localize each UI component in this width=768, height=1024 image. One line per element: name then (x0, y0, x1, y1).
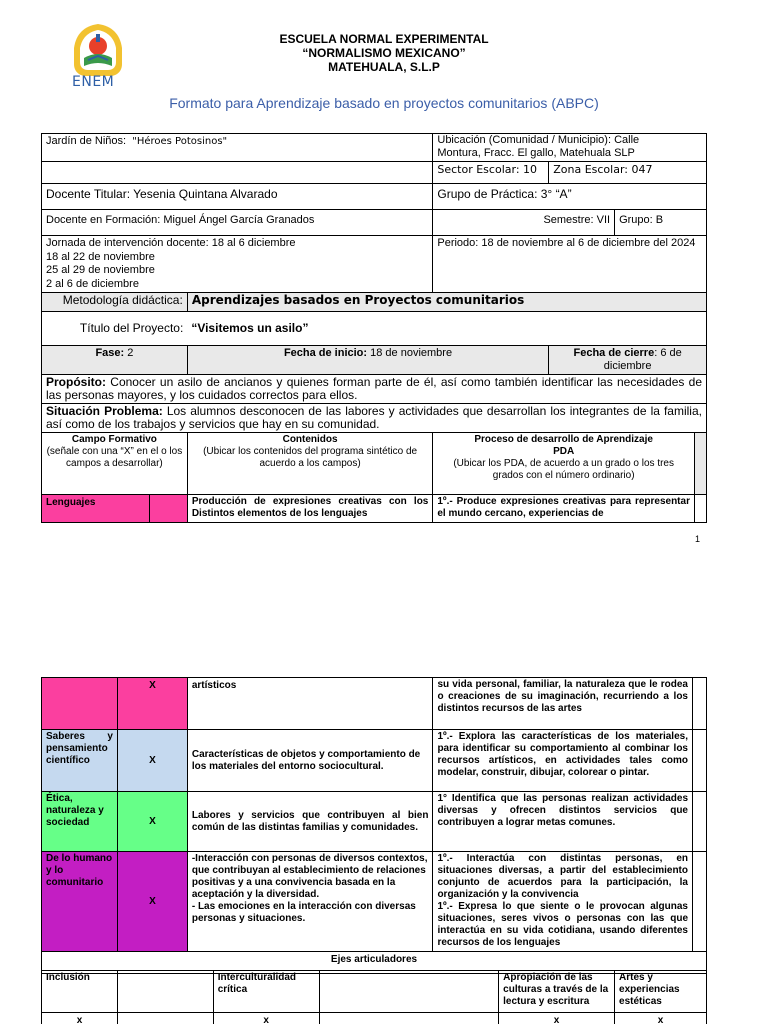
fase-cell: Fase: 2 (42, 346, 188, 375)
jardin-cell: Jardín de Niños: "Héroes Potosinos" (42, 134, 433, 162)
campos-table (41, 677, 707, 974)
pda-header: Proceso de desarrollo de Aprendizaje PDA (Ubicar los PDA, de acuerdo a un grado o los tres grados con el número ordinario) (433, 433, 695, 495)
humano-x: X (117, 852, 187, 952)
document-subtitle: Formato para Aprendizaje basado en proyectos comunitarios (ABPC) (169, 95, 599, 111)
lenguajes-mark-cell (149, 495, 187, 523)
etica-campo: Ética, naturaleza y sociedad (42, 792, 118, 852)
situacion-cell: Situación Problema: Los alumnos desconocen de las labores y actividades que desarrollan los integrantes de la familia, así como de los trabajos y servicios que hay en su comunidad. (42, 404, 707, 433)
grupo-practica-cell: Grupo de Práctica: 3° “A” (433, 184, 707, 210)
ubicacion-cell: Ubicación (Comunidad / Municipio): Calle Montura, Fracc. El gallo, Matehuala SLP (433, 134, 707, 162)
etica-pda: 1° Identifica que las personas realizan actividades diversas y ofrecen distintos servicios que contribuyen a lograr metas comunes. (433, 792, 693, 852)
info-table (41, 133, 707, 523)
periodo-cell: Periodo: 18 de noviembre al 6 de diciembre del 2024 (433, 236, 707, 293)
docente-titular-cell: Docente Titular: Yesenia Quintana Alvarado (42, 184, 433, 210)
jornada-cell: Jornada de intervención docente: 18 al 6 diciembre 18 al 22 de noviembre 25 al 29 de noviembre 2 al 6 de diciembre (42, 236, 433, 293)
proposito-cell: Propósito: Conocer un asilo de ancianos y quienes forman parte de él, así como también identificar las necesidades de las personas mayores, y los cuidados correctos para ellos. (42, 375, 707, 404)
school-motto: “NORMALISMO MEXICANO” (302, 46, 466, 60)
eje-interculturalidad: Interculturalidad crítica (213, 971, 319, 1013)
eje-mark-empty-2 (319, 1013, 499, 1024)
lenguajes-contenido-cont: artísticos (187, 678, 433, 730)
saberes-campo: Saberes y pensamiento científico (42, 730, 118, 792)
eje-mark-inclusion: x (42, 1013, 118, 1024)
lenguajes-contenido: Producción de expresiones creativas con los Distintos elementos de los lenguajes (187, 495, 433, 523)
sector-cell: Sector Escolar: 10 (433, 162, 549, 184)
lenguajes-x: X (117, 678, 187, 730)
titulo-value: “Visitemos un asilo” (187, 312, 706, 346)
semestre-cell: Semestre: VII (433, 210, 615, 236)
eje-artes: Artes y experiencias estéticas (615, 971, 707, 1013)
humano-campo: De lo humano y lo comunitario (42, 852, 118, 952)
zona-cell: Zona Escolar: 047 (549, 162, 707, 184)
lenguajes-pda: 1º.- Produce expresiones creativas para representar el mundo cercano, experiencias de (433, 495, 695, 523)
school-name: ESCUELA NORMAL EXPERIMENTAL (279, 32, 489, 46)
fecha-inicio-cell: Fecha de inicio: 18 de noviembre (187, 346, 548, 375)
lenguajes-pda-cont: su vida personal, familiar, la naturaleza que le rodea o creaciones de su imaginación, recurriendo a los distintos recursos de las artes (433, 678, 693, 730)
humano-contenido: -Interacción con personas de diversos contextos, que contribuyan al establecimiento de relaciones positivas y a una convivencia basada en la aceptación y la diversidad. - Las emociones en la interacción con diversas personas y situaciones. (187, 852, 433, 952)
ejes-table (41, 970, 707, 1024)
eje-empty-1 (117, 971, 213, 1013)
metodologia-value: Aprendizajes basados en Proyectos comunitarios (187, 293, 706, 312)
fecha-cierre-cell: Fecha de cierre: 6 de diciembre (549, 346, 707, 375)
metodologia-label: Metodología didáctica: (42, 293, 188, 312)
ejes-title: Ejes articuladores (42, 952, 707, 974)
saberes-contenido: Características de objetos y comportamiento de los materiales del entorno sociocultural. (187, 730, 433, 792)
logo-text: ENEM (72, 74, 115, 90)
grupo-cell: Grupo: B (615, 210, 707, 236)
eje-empty-2 (319, 971, 499, 1013)
eje-mark-apropiacion: x (499, 1013, 615, 1024)
etica-contenido: Labores y servicios que contribuyen al bien común de las distintas familias y comunidades. (187, 792, 433, 852)
eje-inclusion: Inclusión (42, 971, 118, 1013)
saberes-pda: 1º.- Explora las características de los materiales, para identificar su comportamiento al combinar los recursos artísticos, en actividades tales como modelar, construir, dibujar, colorear o pintar. (433, 730, 693, 792)
titulo-label: Título del Proyecto: (42, 312, 188, 346)
page-number: 1 (694, 534, 700, 544)
school-location: MATEHUALA, S.L.P (328, 60, 440, 74)
saberes-x: X (117, 730, 187, 792)
lenguajes-campo: Lenguajes (42, 495, 150, 523)
humano-pda: 1º.- Interactúa con distintas personas, en situaciones diversas, a partir del establecimiento conjunto de acuerdos para la participación, la organización y la convivencia 1º.- Expresa lo que siente o le provocan algunas situaciones, seres vivos o personas con las que interactúa en su vida cotidiana, usando diferentes recursos de los lenguajes (433, 852, 693, 952)
eje-mark-interculturalidad: x (213, 1013, 319, 1024)
docente-formacion-cell: Docente en Formación: Miguel Ángel García Granados (42, 210, 433, 236)
etica-x: X (117, 792, 187, 852)
contenidos-header: Contenidos (Ubicar los contenidos del programa sintético de acuerdo a los campos) (187, 433, 433, 495)
eje-apropiacion: Apropiación de las culturas a través de la lectura y escritura (499, 971, 615, 1013)
eje-mark-artes: x (615, 1013, 707, 1024)
campo-header: Campo Formativo (señale con una “X” en el o los campos a desarrollar) (42, 433, 188, 495)
eje-mark-empty-1 (117, 1013, 213, 1024)
